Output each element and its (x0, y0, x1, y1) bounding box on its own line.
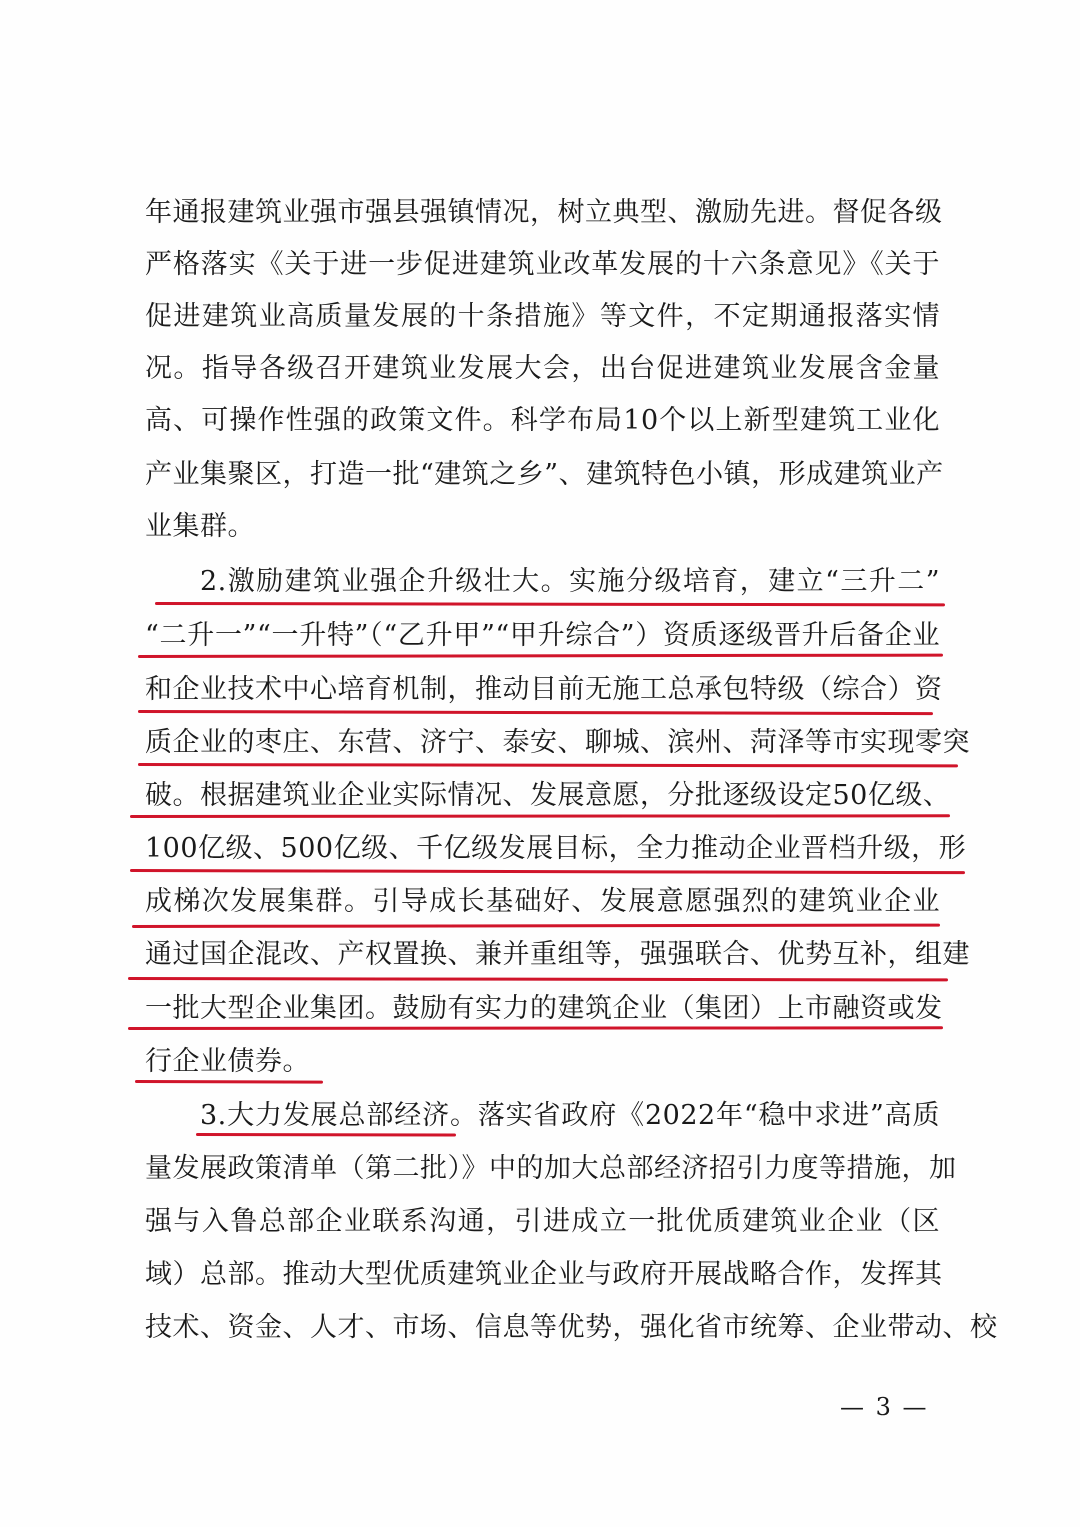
body-line: 通过国企混改、产权置换、兼并重组等，强强联合、优势互补，组建 (145, 939, 970, 970)
body-line: 和企业技术中心培育机制，推动目前无施工总承包特级（综合）资 (145, 674, 943, 705)
body-line: 量发展政策清单（第二批）》中的加大总部经济招引力度等措施，加 (145, 1153, 957, 1184)
body-line: 促进建筑业高质量发展的十条措施》等文件，不定期通报落实情 (145, 301, 940, 332)
section-3-heading-line: 3.大力发展总部经济。落实省政府《2022年“稳中求进”高质 (200, 1100, 940, 1131)
body-line: 强与入鲁总部企业联系沟通，引进成立一批优质建筑业企业（区 (145, 1206, 940, 1237)
body-line: 况。指导各级召开建筑业发展大会，出台促进建筑业发展含金量 (145, 353, 940, 384)
body-line: 成梯次发展集群。引导成长基础好、发展意愿强烈的建筑业企业 (145, 886, 940, 917)
body-line: 业集群。 (145, 511, 255, 542)
body-line: 年通报建筑业强市强县强镇情况，树立典型、激励先进。督促各级 (145, 197, 943, 228)
body-line: 高、可操作性强的政策文件。科学布局10个以上新型建筑工业化 (145, 405, 940, 436)
red-underline (135, 1080, 323, 1084)
red-underline (196, 1133, 456, 1136)
body-line: 破。根据建筑业企业实际情况、发展意愿，分批逐级设定50亿级、 (145, 780, 951, 811)
body-line: 一批大型企业集团。鼓励有实力的建筑企业（集团）上市融资或发 (145, 993, 943, 1024)
body-line: 100亿级、500亿级、千亿级发展目标，全力推动企业晋档升级，形 (145, 833, 967, 864)
body-line: 严格落实《关于进一步促进建筑业改革发展的十六条意见》《关于 (145, 249, 940, 280)
body-line: “二升一”“一升特”（“乙升甲”“甲升综合”）资质逐级晋升后备企业 (145, 620, 940, 651)
body-line: 域）总部。推动大型优质建筑业企业与政府开展战略合作，发挥其 (145, 1259, 943, 1290)
body-line: 技术、资金、人才、市场、信息等优势，强化省市统筹、企业带动、校 (145, 1312, 998, 1343)
body-line: 产业集聚区，打造一批“建筑之乡”、建筑特色小镇，形成建筑业产 (145, 459, 944, 490)
section-2-heading-line: 2.激励建筑业强企升级壮大。实施分级培育，建立“三升二” (200, 566, 940, 597)
page-number: — 3 — (840, 1393, 929, 1421)
body-line: 行企业债券。 (145, 1046, 310, 1077)
body-line: 质企业的枣庄、东营、济宁、泰安、聊城、滨州、菏泽等市实现零突 (145, 727, 970, 758)
